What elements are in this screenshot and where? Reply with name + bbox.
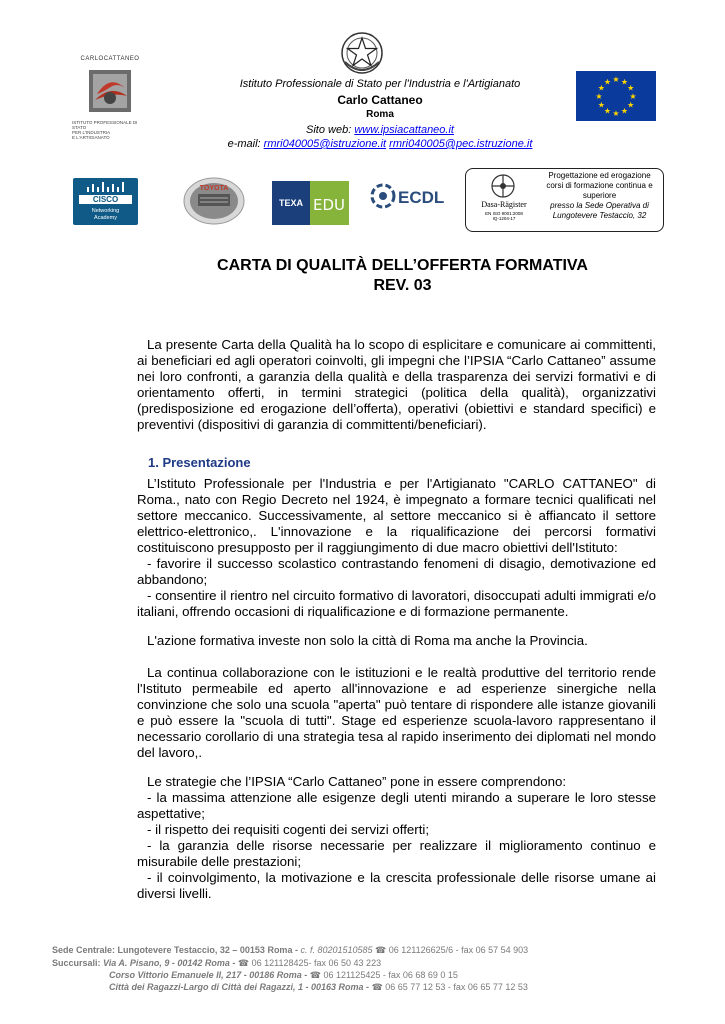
territory-text: L'azione formativa investe non solo la città di Roma ma anche la Provincia. bbox=[147, 633, 588, 648]
website-link[interactable]: www.ipsiacattaneo.it bbox=[354, 124, 454, 136]
section-heading: 1. Presentazione bbox=[148, 455, 251, 470]
toyota-text: TOYOTA bbox=[199, 185, 229, 192]
footer-succ1-tel: ☎ 06 121128425- fax 06 50 43 223 bbox=[237, 958, 382, 968]
quality-line: Lungotevere Testaccio, 32 bbox=[552, 211, 647, 220]
footer-succ3-address: Città dei Ragazzi-Largo di Città dei Ragazzi, 1 - 00163 Roma - bbox=[109, 982, 372, 992]
strategy-item: - il rispetto dei requisiti cogenti dei servizi offerti; bbox=[147, 822, 430, 837]
school-name: Carlo Cattaneo bbox=[337, 93, 423, 107]
intro-paragraph bbox=[137, 337, 656, 433]
footer-succ2-address: Corso Vittorio Emanuele II, 217 - 00186 Roma - bbox=[109, 970, 310, 980]
svg-text:★: ★ bbox=[627, 100, 635, 110]
svg-text:★: ★ bbox=[620, 106, 629, 116]
strategies-intro: Le strategie che l’IPSIA “Carlo Cattaneo” pone in essere comprendono: bbox=[147, 774, 567, 789]
footer-succ3-tel: ☎ 06 65 77 12 53 - fax 06 65 77 12 53 bbox=[371, 982, 528, 992]
cisco-academy-logo bbox=[73, 178, 138, 225]
quality-scope-text bbox=[538, 171, 661, 221]
svg-text:★: ★ bbox=[597, 100, 605, 110]
quality-certification-box bbox=[465, 168, 664, 232]
logo-sub-line: PER L'INDUSTRIA bbox=[72, 130, 111, 135]
footer-sede-label: Sede Centrale: bbox=[52, 945, 116, 955]
website-line bbox=[180, 124, 580, 136]
footer-sede-address: Lungotevere Testaccio, 32 – 00153 Roma - bbox=[115, 945, 301, 955]
svg-text:★: ★ bbox=[595, 92, 603, 101]
dasa-register-name: Dasa-Rägister bbox=[481, 200, 527, 209]
svg-text:★: ★ bbox=[629, 92, 637, 101]
territory-paragraph bbox=[137, 633, 656, 649]
document-title: CARTA DI QUALITÀ DELL’OFFERTA FORMATIVA bbox=[217, 257, 588, 274]
quality-line: superiore bbox=[582, 191, 617, 200]
svg-text:★: ★ bbox=[597, 83, 605, 93]
dasa-certification bbox=[469, 211, 539, 221]
footer-branch-2 bbox=[109, 970, 458, 981]
toyota-t-ten-logo bbox=[182, 176, 246, 226]
ecdl-text: ECDL bbox=[398, 188, 445, 207]
dasa-cert-line: IQ-1204-17 bbox=[492, 216, 516, 221]
strategies-list bbox=[137, 774, 656, 902]
italian-republic-emblem-icon bbox=[339, 30, 385, 76]
cisco-name: CISCO bbox=[79, 195, 132, 204]
website-label: Sito web: bbox=[306, 124, 355, 136]
svg-text:★: ★ bbox=[603, 106, 612, 116]
svg-text:★: ★ bbox=[612, 75, 620, 84]
institute-name: Istituto Professionale di Stato per l'Industria e l'Artigianato bbox=[239, 78, 521, 90]
svg-text:★: ★ bbox=[620, 77, 629, 87]
dasa-cert-line: EN ISO 9001:2008 bbox=[485, 211, 523, 216]
texa-edu-text: EDU bbox=[312, 196, 346, 214]
logo-sub-line: E L'ARTIGIANATO bbox=[72, 135, 110, 140]
email-line bbox=[180, 138, 580, 150]
cattaneo-logo-mark bbox=[83, 64, 137, 118]
logo-sub-line: ISTITUTO PROFESSIONALE DI STATO bbox=[72, 120, 138, 130]
collaboration-text: La continua collaborazione con le istituzioni e le realtà produttive del territorio rende l'Istituto permeabile ed aperto all'innovazione e ad esperienze sinergiche nella convinzione che solo una scuola "aperta" può tentare di rispondere alle istanze giovanili e può essere la "scuola di tutti". Stage ed esperienze scuola-lavoro rappresentano il necessario corollario di una strategia tesa al rapido inserimento dei diplomati nel mondo del lavoro,. bbox=[137, 665, 656, 760]
email-link-1[interactable]: rmri040005@istruzione.it bbox=[263, 138, 387, 150]
svg-text:★: ★ bbox=[612, 109, 620, 118]
strategy-item: - la massima attenzione alle esigenze degli utenti mirando a superare le loro stesse aspettative; bbox=[137, 790, 656, 821]
email-label: e-mail: bbox=[227, 138, 264, 150]
strategy-item: - il coinvolgimento, la motivazione e la crescita professionale delle risorse umane ai diversi livelli. bbox=[137, 870, 656, 901]
footer-succ1-address: Via A. Pisano, 9 - 00142 Roma - bbox=[100, 958, 238, 968]
footer-sede-cf: c. f. 80201510585 bbox=[300, 945, 373, 955]
footer-succ-label: Succursali: bbox=[52, 958, 101, 968]
quality-line: Progettazione ed erogazione bbox=[548, 171, 651, 180]
collaboration-paragraph bbox=[137, 665, 656, 761]
intro-text: La presente Carta della Qualità ha lo scopo di esplicitare e comunicare ai committenti, ai beneficiari ed agli operatori coinvolti, gli impegni che l’IPSIA “Carlo Cattaneo” assume nei loro confronti, a garanzia della qualità e della trasparenza dei servizi formativi e di orientamento offerti, in termini strategici (politica della qualità), organizzativi (predisposizione ed erogazione dell’offerta), operativi (obiettivi e standard specifici) e preventivi (dispositivi di garanzia di committenti/beneficiari). bbox=[137, 337, 656, 432]
texa-edu-logo bbox=[272, 181, 349, 225]
footer-branch-1 bbox=[52, 958, 381, 969]
texa-text: TEXA bbox=[278, 198, 304, 208]
footer-main-office bbox=[52, 945, 528, 956]
svg-text:★: ★ bbox=[603, 77, 612, 87]
strategy-item: - la garanzia delle risorse necessarie per realizzare il miglioramento continuo e misurabile delle prestazioni; bbox=[137, 838, 656, 869]
cisco-sub-line: Academy bbox=[94, 214, 117, 221]
presentation-paragraph bbox=[137, 476, 656, 620]
objective-item: - consentire il rientro nel circuito formativo di lavoratori, disoccupati adulti immigrati e/o italiani, offrendo occasioni di riqualificazione e di formazione permanente. bbox=[137, 588, 656, 619]
cattaneo-logo bbox=[72, 56, 148, 142]
email-link-2[interactable]: rmri040005@pec.istruzione.it bbox=[389, 138, 533, 150]
objective-item: - favorire il successo scolastico contrastando fenomeni di disagio, demotivazione ed abbandono; bbox=[137, 556, 656, 587]
footer-succ2-tel: ☎ 06 121125425 - fax 06 68 69 0 15 bbox=[309, 970, 458, 980]
quality-line: presso la Sede Operativa di bbox=[550, 201, 649, 210]
cisco-bars-icon bbox=[73, 178, 138, 194]
dasa-register-icon bbox=[486, 173, 520, 200]
cisco-sub-line: Networking bbox=[91, 208, 120, 214]
quality-line: corsi di formazione continua e bbox=[546, 181, 653, 190]
ecdl-logo bbox=[370, 182, 448, 212]
school-city: Roma bbox=[366, 109, 394, 120]
presentation-text: L’Istituto Professionale per l'Industria e per l'Artigianato "CARLO CATTANEO" di Roma., nato con Regio Decreto nel 1924, è impegnato a formare tecnici qualificati nel settore meccanico. Successivamente, al settore meccanico si è affiancato il settore elettrico-elettronico,. L'innovazione e la riqualificazione dei percorsi formativi costituiscono presupposto per il raggiungimento di due macro obiettivi dell'Istituto: bbox=[137, 476, 656, 555]
eu-flag-icon bbox=[576, 71, 656, 121]
footer-sede-tel: ☎ 06 121126625/6 - fax 06 57 54 903 bbox=[372, 945, 529, 955]
logo-name: CARLOCATTANEO bbox=[80, 56, 140, 62]
cisco-sub bbox=[73, 208, 138, 221]
document-revision: REV. 03 bbox=[373, 277, 432, 294]
svg-text:★: ★ bbox=[627, 83, 635, 93]
footer-branch-3 bbox=[109, 982, 528, 993]
